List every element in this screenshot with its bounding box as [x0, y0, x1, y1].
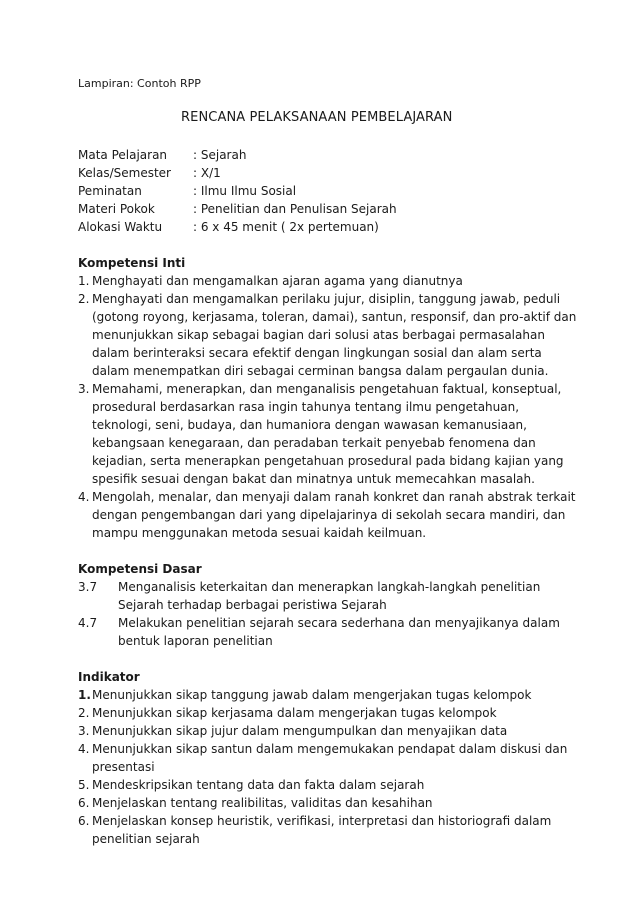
list-item — [78, 272, 578, 290]
info-label: Alokasi Waktu — [78, 220, 163, 234]
list-item — [78, 704, 578, 722]
list-item — [78, 740, 578, 776]
list-marker: 2. — [78, 292, 90, 306]
list-text: Menunjukkan sikap tanggung jawab dalam mengerjakan tugas kelompok — [92, 688, 532, 702]
kd-code: 3.7 — [78, 580, 98, 594]
info-row — [78, 164, 578, 182]
info-value: : Sejarah — [193, 148, 247, 162]
kd-code: 4.7 — [78, 616, 98, 630]
list-text: Menunjukkan sikap kerjasama dalam mengerjakan tugas kelompok — [92, 706, 497, 720]
info-row — [78, 182, 578, 200]
info-row — [78, 146, 578, 164]
section-heading: Indikator — [78, 670, 140, 684]
info-label: Mata Pelajaran — [78, 148, 168, 162]
list-text: Menghayati dan mengamalkan perilaku jujur, disiplin, tanggung jawab, peduli (gotong royong, kerjasama, toleran, damai), santun, responsif, dan pro-aktif dan menunjukkan sikap sebagai bagian dari solusi atas berbagai permasalahan dalam berinteraksi secara efektif dengan lingkungan sosial dan alam serta dalam menempatkan diri sebagai cerminan bangsa dalam pergaulan dunia. — [92, 292, 577, 378]
list-marker: 3. — [78, 724, 90, 738]
section-heading: Kompetensi Dasar — [78, 562, 202, 576]
list-item — [78, 686, 578, 704]
list-text: Menunjukkan sikap jujur dalam mengumpulkan dan menyajikan data — [92, 724, 508, 738]
info-label: Peminatan — [78, 184, 142, 198]
list-marker: 4. — [78, 742, 90, 756]
section-heading: Kompetensi Inti — [78, 256, 186, 270]
info-value: : X/1 — [193, 166, 221, 180]
list-marker: 6. — [78, 814, 90, 828]
lampiran-label: Lampiran: Contoh RPP — [78, 77, 201, 90]
kompetensi-dasar-section — [78, 560, 578, 650]
list-marker: 2. — [78, 706, 90, 720]
kd-text: Menganalisis keterkaitan dan menerapkan langkah-langkah penelitian Sejarah terhadap berbagai peristiwa Sejarah — [118, 580, 541, 612]
info-label: Kelas/Semester — [78, 166, 171, 180]
list-text: Mendeskripsikan tentang data dan fakta dalam sejarah — [92, 778, 425, 792]
document-page — [78, 76, 578, 848]
list-item — [78, 812, 578, 848]
info-row — [78, 218, 578, 236]
list-item — [78, 488, 578, 542]
list-item — [78, 290, 578, 380]
info-value: : 6 x 45 menit ( 2x pertemuan) — [193, 220, 379, 234]
list-text: Mengolah, menalar, dan menyaji dalam ranah konkret dan ranah abstrak terkait dengan pengembangan dari yang dipelajarinya di sekolah secara mandiri, dan mampu menggunakan metoda sesuai kaidah keilmuan. — [92, 490, 576, 540]
list-marker: 1. — [78, 688, 91, 702]
list-item — [78, 380, 578, 488]
info-row — [78, 200, 578, 218]
kompetensi-inti-section — [78, 254, 578, 542]
kd-text: Melakukan penelitian sejarah secara sederhana dan menyajikanya dalam bentuk laporan penelitian — [118, 616, 560, 648]
info-table — [78, 146, 578, 236]
info-value: : Penelitian dan Penulisan Sejarah — [193, 202, 397, 216]
list-item — [78, 776, 578, 794]
list-text: Memahami, menerapkan, dan menganalisis pengetahuan faktual, konseptual, prosedural berdasarkan rasa ingin tahunya tentang ilmu pengetahuan, teknologi, seni, budaya, dan humaniora dengan wawasan kemanusiaan, kebangsaan kenegaraan, dan peradaban terkait penyebab fenomena dan kejadian, serta menerapkan pengetahuan prosedural pada bidang kajian yang spesifik sesuai dengan bakat dan minatnya untuk memecahkan masalah. — [92, 382, 564, 486]
list-item — [78, 722, 578, 740]
list-item — [78, 794, 578, 812]
list-item — [78, 614, 578, 650]
list-text: Menghayati dan mengamalkan ajaran agama yang dianutnya — [92, 274, 463, 288]
info-label: Materi Pokok — [78, 202, 155, 216]
list-marker: 5. — [78, 778, 90, 792]
list-text: Menjelaskan konsep heuristik, verifikasi, interpretasi dan historiografi dalam penelitian sejarah — [92, 814, 552, 846]
list-marker: 1. — [78, 274, 90, 288]
list-marker: 4. — [78, 490, 90, 504]
info-value: : Ilmu Ilmu Sosial — [193, 184, 297, 198]
list-text: Menjelaskan tentang realibilitas, validitas dan kesahihan — [92, 796, 433, 810]
list-marker: 3. — [78, 382, 90, 396]
list-marker: 6. — [78, 796, 90, 810]
indikator-section — [78, 668, 578, 848]
document-title: RENCANA PELAKSANAAN PEMBELAJARAN — [181, 110, 453, 125]
list-text: Menunjukkan sikap santun dalam mengemukakan pendapat dalam diskusi dan presentasi — [92, 742, 568, 774]
list-item — [78, 578, 578, 614]
